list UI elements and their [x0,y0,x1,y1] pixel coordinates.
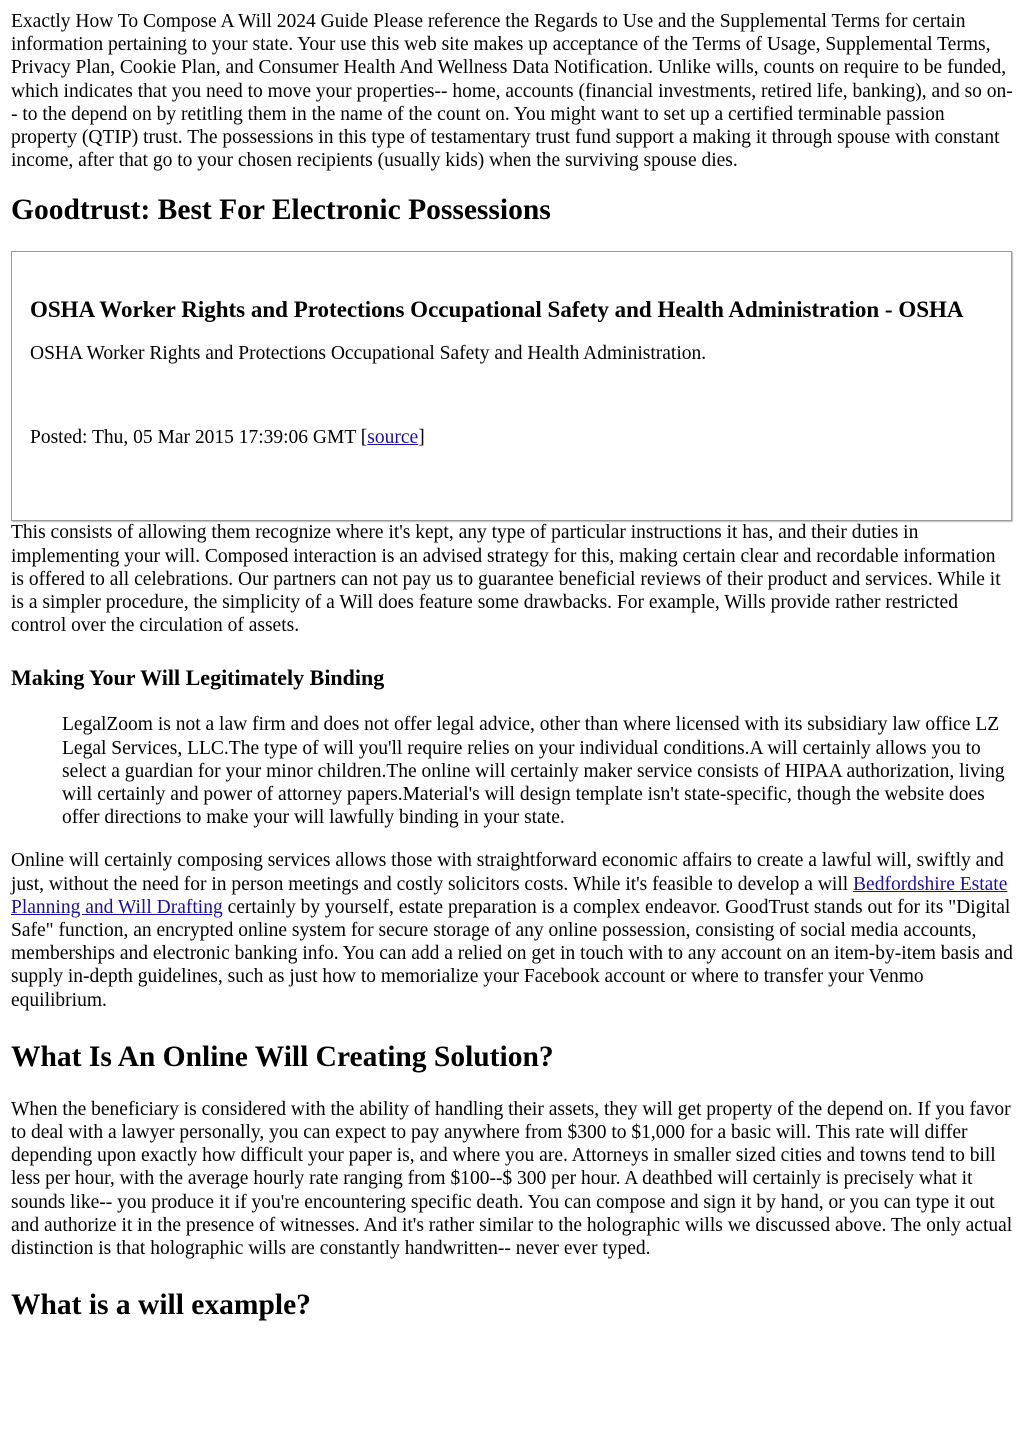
intro-paragraph: Exactly How To Compose A Will 2024 Guide Please reference the Regards to Use and the Supplemental Terms for certain information pertaining to your state. Your use this web site makes up acceptance of the Terms of Usage, Supplemental Terms, Privacy Plan, Cookie Plan, and Consumer Health And Wellness Data Notification. Unlike wills, counts on require to be funded, which indicates that you need to move your properties-- home, accounts (financial investments, retired life, banking), and so on-- to the depend on by retitling them in the name of the count on. You might want to set up a certified terminable passion property (QTIP) trust. The possessions in this type of testamentary trust fund support a making it through spouse with constant income, after that go to your chosen recipients (usually kids) when the surviving spouse dies. [11,11,1013,172]
source-link[interactable]: source [367,426,419,448]
online-paragraph-text-after: certainly by yourself, estate preparation is a complex endeavor. GoodTrust stands out for its "Digital Safe" function, an encrypted online system for secure storage of any online possession, consisting of social media accounts, memberships and electronic banking info. You can add a relied on get in touch with to any account on an item-by-item basis and supply in-depth guidelines, such as just how to memorialize your Facebook account or where to transfer your Venmo equilibrium. [11,896,1013,1011]
news-card-title: OSHA Worker Rights and Protections Occupational Safety and Health Administration - OSHA [30,297,964,323]
beneficiary-paragraph: When the beneficiary is considered with the ability of handling their assets, they will get property of the depend on. If you favor to deal with a lawyer personally, you can expect to pay anywhere from $300 to $1,000 for a basic will. This rate will differ depending upon exactly how difficult your paper is, and where you are. Attorneys in smaller sized cities and towns tend to bill less per hour, with the average hourly rate ranging from $100--$ 300 per hour. A deathbed will certainly is precisely what it sounds like-- you produce it if you're encountering specific death. You can compose and sign it by hand, or you can type it out and authorize it in the presence of witnesses. And it's rather similar to the holographic wills we discussed above. The only actual distinction is that holographic wills are constantly handwritten-- never ever typed. [11,1098,1013,1260]
bedfordshire-link[interactable]: Bedfordshire Estate Planning and Will Drafting [11,873,1008,918]
paragraph-after-card: This consists of allowing them recognize where it's kept, any type of particular instructions it has, and their duties in implementing your will. Composed interaction is an advised strategy for this, making certain clear and recordable information is offered to all celebrations. Our partners can not pay us to guarantee beneficial reviews of their product and services. While it is a simpler procedure, the simplicity of a Will does feature some drawbacks. For example, Wills provide rather restricted control over the circulation of assets. [11,522,1001,637]
posted-suffix: ] [418,426,425,448]
online-paragraph [11,849,1013,1011]
posted-date: Posted: Thu, 05 Mar 2015 17:39:06 GMT [ [30,426,368,448]
news-card [11,251,1012,521]
legalzoom-blockquote: LegalZoom is not a law firm and does not offer legal advice, other than where licensed with its subsidiary law office LZ Legal Services, LLC.The type of will you'll require relies on your individual conditions.A will certainly allows you to select a guardian for your minor children.The online will certainly maker service consists of HIPAA authorization, living will certainly and power of attorney papers.Material's will design template isn't state-specific, though the website does offer directions to make your will lawfully binding in your state. [62,714,1005,829]
news-card-posted [30,426,993,449]
heading-example: What is a will example? [11,1289,311,1322]
heading-binding: Making Your Will Legitimately Binding [11,665,385,691]
heading-online-solution: What Is An Online Will Creating Solution? [11,1040,554,1073]
heading-goodtrust: Goodtrust: Best For Electronic Possessions [11,194,551,227]
news-card-summary: OSHA Worker Rights and Protections Occupational Safety and Health Administration. [30,343,707,365]
online-paragraph-text-before: Online will certainly composing services allows those with straightforward economic affairs to create a lawful will, swiftly and just, without the need for in person meetings and costly solicitors costs. While it's feasible to develop a will [11,850,1004,895]
